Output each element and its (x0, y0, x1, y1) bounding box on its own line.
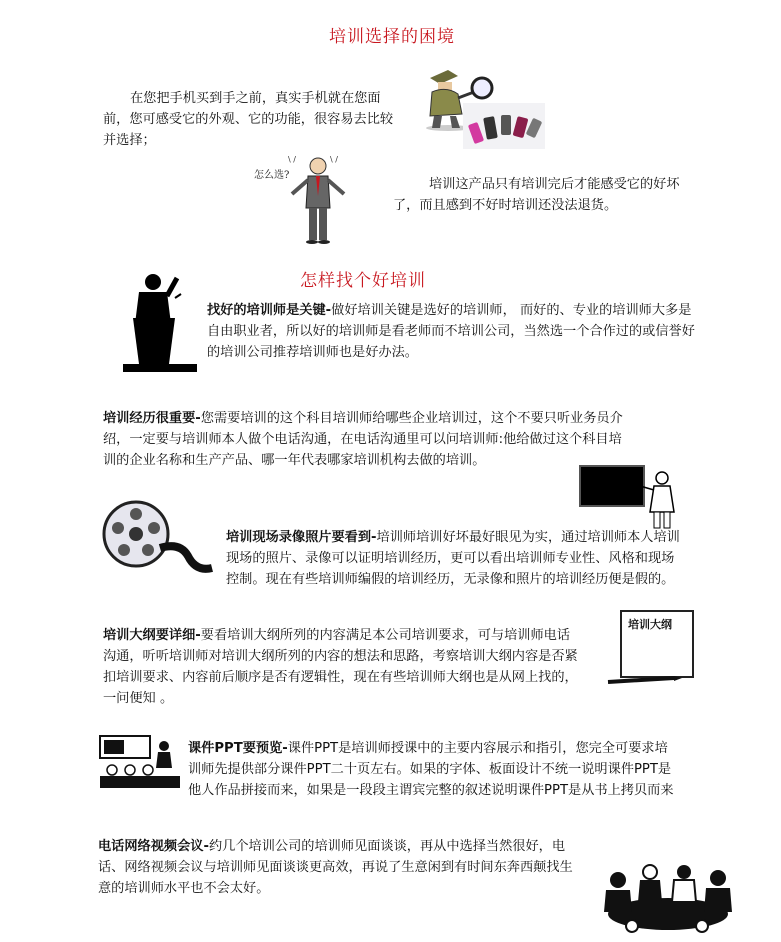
film-reel-icon (100, 498, 224, 582)
section-title: 怎样找个好培训 (300, 271, 426, 291)
section-body: 做好培训关键是选好的培训师， 而好的、专业的培训师大多是自由职业者，所以好的培训师是看老师而不培训公司，当然选一个合作过的或信誉好的培训公司推荐培训师也是好办法。 (207, 303, 695, 360)
section-body: 您需要培训的这个科目培训师给哪些企业培训过，这个不要只听业务员介绍，一定要与培训师本人做个电话沟通，在电话沟通里可以问培训师:他给做过这个科目培训的企业名称和生产产品、哪一年代表哪家培训机构去做的培训。 (103, 411, 623, 468)
presentation-audience-icon (98, 734, 182, 790)
section-heading: 培训现场录像照片要看到- (226, 530, 377, 545)
training-outline-document (620, 610, 694, 678)
section-body: 约几个培训公司的培训师见面谈谈，再从中选择当然很好，电话、网络视频会议与培训师见面谈谈更高效，再说了生意闲到有时间东奔西颠找生意的培训师水平也不会太好。 (98, 839, 573, 896)
outline-doc-label: 培训大纲 (628, 618, 672, 631)
intro-training-text: 培训这产品只有培训完后才能感受它的好坏了，而且感到不好时培训还没法退货。 (393, 177, 680, 213)
section-video-photos (226, 527, 681, 590)
section-ppt-preview (188, 738, 678, 801)
section-body: 要看培训大纲所列的内容满足本公司培训要求，可与培训师电话沟通，听听培训师对培训大纲所列的内容的想法和思路，考察培训大纲内容是否紧扣培训要求、内容前后顺序是否有逻辑性，现在有些培训师大纲也是从网上找的，一问便知 。 (103, 628, 578, 706)
section-body: 课件PPT是培训师授课中的主要内容展示和指引，您完全可要求培训师先提供部分课件PPT二十页左右。如果的字体、板面设计不统一说明课件PPT是他人作品拼接而来，如果是一段段主谓宾完整的叙述说明课件PPT是从书上拷贝而来 (188, 741, 674, 798)
section-outline-detail (103, 625, 581, 709)
section-heading: 找好的培训师是关键- (207, 303, 332, 318)
section-heading: 培训经历很重要- (103, 411, 201, 426)
section-body: 培训师培训好坏最好眼见为实，通过培训师本人培训现场的照片、录像可以证明培训经历，更可以看出培训师专业性、风格和现场控制。现在有些培训师编假的培训经历，无录像和照片的培训经历便是假的。 (226, 530, 680, 587)
meeting-group-icon (592, 856, 744, 936)
section-heading: 培训大纲要详细- (103, 628, 201, 643)
section-heading: 电话网络视频会议- (98, 839, 209, 854)
pencil-icon (604, 672, 684, 688)
section-trainer-key (207, 300, 697, 363)
confused-man-icon (282, 150, 354, 246)
section-video-conference (98, 836, 580, 899)
section-heading: 课件PPT要预览- (188, 741, 288, 756)
how-choose-label: 怎么选? (254, 170, 290, 181)
intro-phone-text: 在您把手机买到手之前，真实手机就在您面前，您可感受它的外观、它的功能，很容易去比较并选择； (103, 91, 394, 148)
podium-speaker-icon (123, 268, 197, 376)
section-training-experience (103, 408, 633, 471)
svg-text:\ /: \ / (288, 155, 296, 164)
blackboard-teacher-icon (578, 464, 686, 530)
page-title: 培训选择的困境 (329, 27, 455, 47)
svg-text:\ /: \ / (330, 155, 338, 164)
mobile-phones-image (463, 103, 545, 149)
